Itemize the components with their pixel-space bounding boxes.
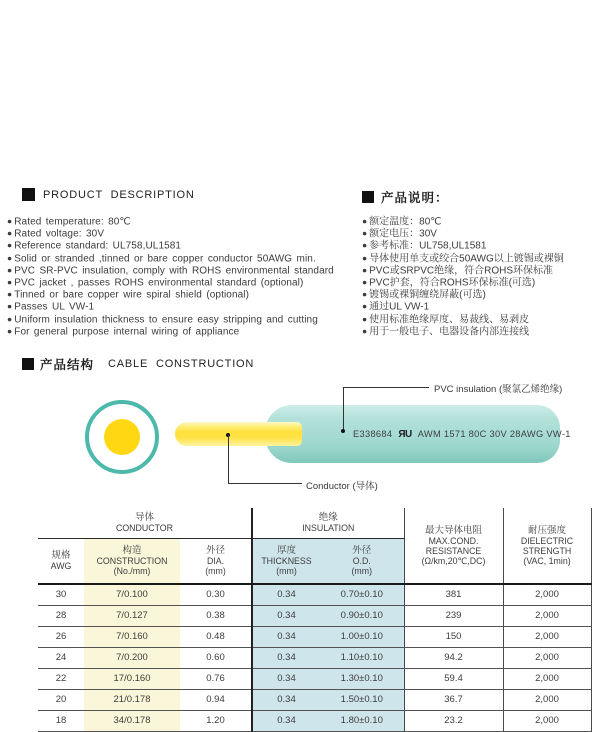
table-row [38, 669, 591, 690]
header-line: STRENGTH [522, 545, 572, 556]
cable-print-cert: E338684 [353, 429, 393, 439]
cell-od: 1.00±0.10 [320, 627, 404, 648]
header-line: THICKNESS [261, 556, 312, 566]
group-insulation-en: INSULATION [302, 523, 355, 533]
section-square-icon [22, 358, 34, 370]
cable-print-marking [353, 405, 571, 463]
cell-resistance: 23.2 [404, 711, 503, 732]
table-row [38, 627, 591, 648]
product-description-list-en [7, 216, 365, 338]
bullet-item: ● 导体使用单支或绞合50AWG以上镀锡或裸铜 [362, 253, 602, 265]
cable-conductor-rod [175, 422, 302, 446]
spec-table-container [38, 508, 593, 726]
header-line: (No./mm) [113, 566, 151, 576]
cell-dielectric: 2,000 [503, 627, 591, 648]
group-header-conductor [38, 508, 252, 539]
table-row [38, 584, 591, 606]
cell-awg: 18 [38, 711, 84, 732]
insulation-label: PVC insulation (聚氯乙烯绝缘) [434, 384, 563, 395]
cell-thickness: 0.34 [252, 690, 320, 711]
header-construction [84, 539, 180, 585]
header-line: RESISTANCE [425, 545, 482, 556]
group-insulation-zh: 绝缘 [318, 512, 338, 523]
bullet-item: ● Solid or stranded ,tinned or bare copper conductor 50AWG min. [7, 253, 365, 265]
group-conductor-zh: 导体 [134, 512, 154, 523]
insulation-leader-dot [341, 429, 345, 433]
bullet-item: ● For general purpose internal wiring of appliance [7, 326, 365, 338]
bullet-item: ● 通过UL VW-1 [362, 301, 602, 313]
bullet-item: ● Passes UL VW-1 [7, 301, 365, 313]
header-line: CONSTRUCTION [96, 556, 168, 566]
group-header-insulation [252, 508, 404, 539]
cell-awg: 24 [38, 648, 84, 669]
cell-thickness: 0.34 [252, 711, 320, 732]
product-description-list-zh [362, 216, 602, 338]
product-description-header-zh [362, 188, 449, 206]
product-description-title-zh: 产品说明： [381, 191, 449, 205]
conductor-leader-line [228, 435, 229, 483]
cable-cross-section [85, 400, 159, 474]
table-row [38, 606, 591, 627]
cell-thickness: 0.34 [252, 669, 320, 690]
header-dielectric [503, 508, 591, 584]
header-line: (Ω/km,20℃,DC) [421, 555, 486, 566]
cell-thickness: 0.34 [252, 606, 320, 627]
cell-construction: 7/0.127 [84, 606, 180, 627]
table-row [38, 711, 591, 732]
cell-dielectric: 2,000 [503, 711, 591, 732]
cable-print-spec: AWM 1571 80C 30V 28AWG VW-1 [417, 429, 571, 439]
cell-dielectric: 2,000 [503, 669, 591, 690]
header-line: (VAC, 1min) [523, 555, 571, 566]
header-line: 外径 [352, 545, 372, 556]
header-dia [180, 539, 252, 585]
header-line: 耐压强度 [528, 524, 567, 536]
cell-dia: 0.94 [180, 690, 252, 711]
header-line: O.D. [352, 556, 371, 566]
header-line: 规格 [51, 550, 71, 561]
cell-thickness: 0.34 [252, 584, 320, 606]
ul-recognized-mark-icon: ЯU [398, 428, 412, 440]
cell-construction: 7/0.200 [84, 648, 180, 669]
conductor-label: Conductor (导体) [306, 481, 378, 492]
cell-construction: 17/0.160 [84, 669, 180, 690]
header-line: MAX.COND. [428, 535, 479, 546]
cell-resistance: 381 [404, 584, 503, 606]
header-line: DIELECTRIC [520, 535, 574, 546]
header-line: 外径 [205, 545, 225, 556]
bullet-item: ● Tinned or bare copper wire spiral shield (optional) [7, 289, 365, 301]
table-row [38, 648, 591, 669]
cell-dia: 0.76 [180, 669, 252, 690]
spec-table [38, 508, 592, 732]
bullet-item: ● 使用标准绝缘厚度、易裁线、易剥皮 [362, 314, 602, 326]
bullet-item: ● PVC护套，符合ROHS环保标准(可选) [362, 277, 602, 289]
header-thickness [252, 539, 320, 585]
bullet-item: ● Rated temperature: 80℃ [7, 216, 365, 228]
bullet-item: ● PVC或SRPVC绝缘，符合ROHS环保标准 [362, 265, 602, 277]
cell-awg: 30 [38, 584, 84, 606]
bullet-item: ● 额定电压：30V [362, 228, 602, 240]
cell-dia: 0.38 [180, 606, 252, 627]
bullet-item: ● Reference standard: UL758,UL1581 [7, 240, 365, 252]
cell-awg: 28 [38, 606, 84, 627]
conductor-leader-line [228, 483, 302, 484]
group-conductor-en: CONDUCTOR [115, 523, 174, 533]
header-line: (mm) [351, 566, 373, 576]
cell-dielectric: 2,000 [503, 606, 591, 627]
bullet-item: ● Rated voltage: 30V [7, 228, 365, 240]
header-line: (mm) [205, 566, 226, 576]
cell-thickness: 0.34 [252, 648, 320, 669]
bullet-item: ● 镀锡或裸铜缠绕屏蔽(可选) [362, 289, 602, 301]
header-resistance [404, 508, 503, 584]
cell-dia: 0.30 [180, 584, 252, 606]
header-od [320, 539, 404, 585]
cell-awg: 20 [38, 690, 84, 711]
table-row [38, 690, 591, 711]
cell-resistance: 239 [404, 606, 503, 627]
bullet-item: ● 用于一般电子、电器设备内部连接线 [362, 326, 602, 338]
header-awg [38, 539, 84, 585]
cell-dia: 0.48 [180, 627, 252, 648]
cross-section-conductor-core [104, 419, 140, 455]
insulation-leader-line [343, 387, 429, 388]
spec-table-body [38, 584, 591, 732]
cell-od: 0.70±0.10 [320, 584, 404, 606]
cell-awg: 26 [38, 627, 84, 648]
cell-od: 0.90±0.10 [320, 606, 404, 627]
section-square-icon [22, 188, 35, 201]
bullet-item: ● 参考标准：UL758,UL1581 [362, 240, 602, 252]
cell-construction: 21/0.178 [84, 690, 180, 711]
cell-resistance: 36.7 [404, 690, 503, 711]
cell-dielectric: 2,000 [503, 690, 591, 711]
product-description-header [22, 188, 195, 201]
header-line: 厚度 [276, 545, 296, 556]
bullet-item: ● PVC jacket , passes ROHS environmental standard (optional) [7, 277, 365, 289]
cell-dielectric: 2,000 [503, 648, 591, 669]
cell-od: 1.30±0.10 [320, 669, 404, 690]
cell-resistance: 150 [404, 627, 503, 648]
insulation-leader-line [343, 387, 344, 431]
cell-thickness: 0.34 [252, 627, 320, 648]
cell-dia: 1.20 [180, 711, 252, 732]
cell-od: 1.10±0.10 [320, 648, 404, 669]
header-line: 最大导体电阻 [425, 524, 483, 536]
cell-construction: 34/0.178 [84, 711, 180, 732]
cell-dielectric: 2,000 [503, 584, 591, 606]
cell-resistance: 94.2 [404, 648, 503, 669]
bullet-item: ● Uniform insulation thickness to ensure easy stripping and cutting [7, 314, 365, 326]
bullet-item: ● 额定温度：80℃ [362, 216, 602, 228]
cell-od: 1.50±0.10 [320, 690, 404, 711]
cable-construction-header [22, 355, 254, 373]
header-line: AWG [50, 561, 72, 571]
header-line: 构造 [122, 545, 142, 556]
cell-construction: 7/0.160 [84, 627, 180, 648]
cell-resistance: 59.4 [404, 669, 503, 690]
bullet-item: ● PVC SR-PVC insulation, comply with ROHS environmental standard [7, 265, 365, 277]
cell-awg: 22 [38, 669, 84, 690]
cell-construction: 7/0.100 [84, 584, 180, 606]
header-line: DIA. [206, 556, 225, 566]
product-description-title: PRODUCT DESCRIPTION [43, 188, 195, 201]
cell-dia: 0.60 [180, 648, 252, 669]
section-square-icon [362, 191, 374, 203]
cable-construction-title-zh: 产品结构 [40, 358, 95, 372]
cable-construction-title-en: CABLE CONSTRUCTION [108, 358, 255, 370]
cell-od: 1.80±0.10 [320, 711, 404, 732]
header-line: (mm) [276, 566, 297, 576]
